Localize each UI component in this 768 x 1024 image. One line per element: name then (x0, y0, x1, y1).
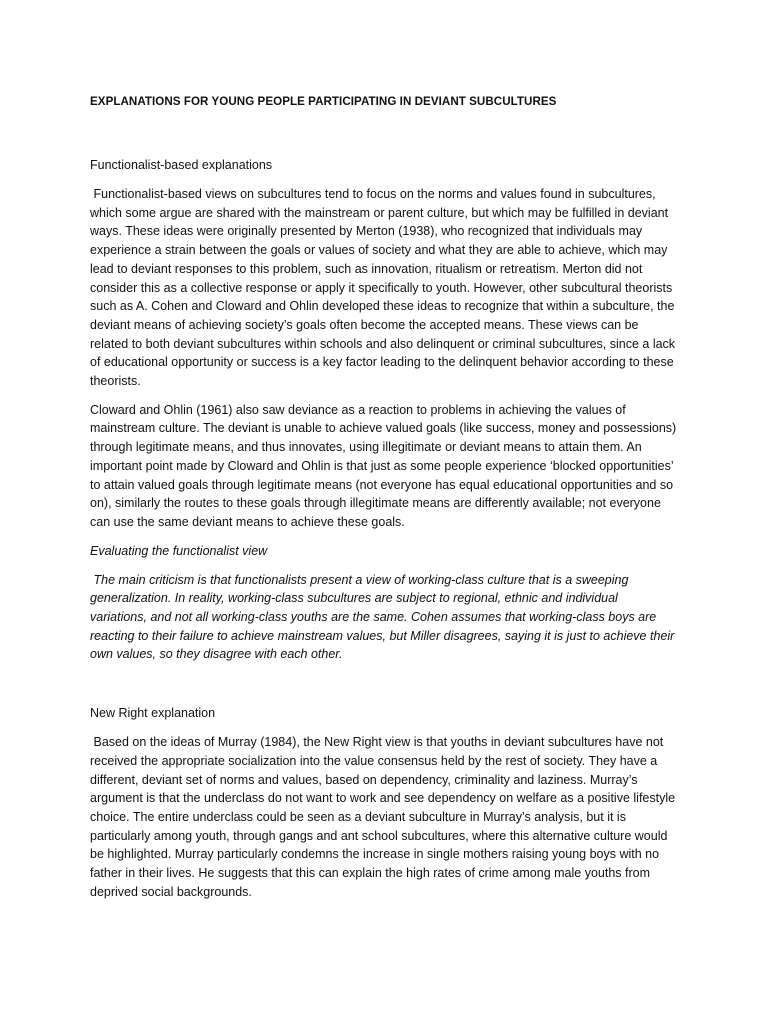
document-title: EXPLANATIONS FOR YOUNG PEOPLE PARTICIPATING IN DEVIANT SUBCULTURES (90, 95, 557, 108)
paragraph-new-right (90, 733, 678, 901)
paragraph-functionalist-1 (90, 185, 678, 391)
paragraph-functionalist-1-text: Functionalist-based views on subcultures tend to focus on the norms and values found in subcultures, which some argue are shared with the mainstream or parent culture, but which may be fulfilled in deviant ways. These ideas were originally presented by Merton (1938), who recognized that individuals may experience a strain between the goals or values of society and what they are able to achieve, which may lead to deviant responses to this problem, such as innovation, ritualism or retreatism. Merton did not consider this as a collective response or apply it specifically to youth. However, other subcultural theorists such as A. Cohen and Cloward and Ohlin developed these ideas to recognize that within a subculture, the deviant means of achieving society’s goals often become the accepted means. These views can be related to both deviant subcultures within schools and also delinquent or criminal subcultures, since a lack of educational opportunity or success is a key factor leading to the delinquent behavior according to these theorists. (90, 187, 676, 389)
section-heading-evaluating: Evaluating the functionalist view (90, 543, 268, 558)
section-heading-new-right: New Right explanation (90, 706, 216, 721)
paragraph-evaluating-text: The main criticism is that functionalists present a view of working-class culture that is a sweeping generalization. In reality, working-class subcultures are subject to regional, ethnic and individual variations, and not all working-class youths are the same. Cohen assumes that working-class boys are reacting to their failure to achieve mainstream values, but Miller disagrees, saying it is just to achieve their own values, so they disagree with each other. (90, 572, 675, 662)
section-heading-functionalist: Functionalist-based explanations (90, 158, 273, 172)
paragraph-evaluating (90, 571, 678, 665)
document-body (90, 94, 678, 912)
paragraph-new-right-text: Based on the ideas of Murray (1984), the New Right view is that youths in deviant subcultures have not received the appropriate socialization into the value consensus held by the rest of society. They have a different, deviant set of norms and values, based on dependency, criminality and laziness. Murray’s argument is that the underclass do not want to work and see dependency on welfare as a positive lifestyle choice. The entire underclass could be seen as a deviant subculture in Murray’s analysis, but it is particularly among youth, through gangs and ant school subcultures, where this alternative culture would be highlighted. Murray particularly condemns the increase in single mothers raising young boys with no father in their lives. He suggests that this can explain the high rates of crime among male youths from deprived social backgrounds. (90, 735, 676, 899)
paragraph-functionalist-2: Cloward and Ohlin (1961) also saw deviance as a reaction to problems in achieving the values of mainstream culture. The deviant is unable to achieve valued goals (like success, money and possessions) through legitimate means, and thus innovates, using illegitimate or deviant means to attain them. An important point made by Cloward and Ohlin is that just as some people experience ‘blocked opportunities’ to attain valued goals through legitimate means (not everyone has equal educational opportunities and so on), similarly the routes to these goals through illegitimate means are differently available; not everyone can use the same deviant means to achieve these goals. (90, 402, 677, 529)
section-spacer (90, 674, 678, 704)
